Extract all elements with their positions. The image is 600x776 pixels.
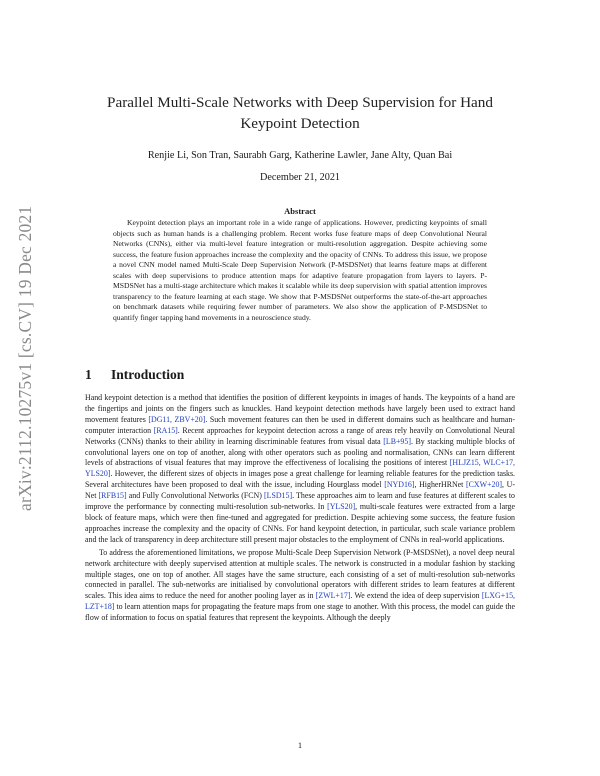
citation-link[interactable]: [RFB15]: [98, 491, 127, 501]
citation-link[interactable]: [NYD16]: [384, 480, 415, 490]
citation-link[interactable]: [LXG+15, LZT+18]: [85, 591, 516, 612]
citation-link[interactable]: [HLJZ15, WLC+17, YLS20]: [85, 458, 515, 479]
body-paragraph: [85, 393, 515, 546]
citation-link[interactable]: [LSD15]: [264, 491, 293, 501]
paragraph-text: . We extend the idea of deep supervision: [350, 591, 482, 601]
paragraph-text: , HigherHRNet: [414, 480, 467, 490]
paragraph-text: , U-Net: [85, 480, 515, 501]
paragraph-text: , multi-scale features were extracted from a large block of feature maps, which were then fine-tuned and aggregated for prediction. Despite achieving some success, the feature fusion approaches increase the complexity and the opacity of CNNs. For hand keypoint detection, in particular, such scale variance problem and the lack of transparency in deep architecture still present major obstacles to the employment of CNNs in real-world applications.: [85, 502, 515, 544]
paragraph-text: to learn attention maps for propagating the feature maps from one stage to another. With this process, the model can guide the flow of information to focus on spatial features that represent the keypoints. Although the deeply: [85, 602, 515, 623]
citation-link[interactable]: [RA15]: [153, 425, 178, 435]
paragraph-text: . By stacking multiple blocks of convolutional layers one on top of another, along with other operators such as pooling and normalisation, CNNs can learn different levels of abstractions of visual features that may improve the effectiveness of localising the positions of interest: [85, 436, 515, 468]
paragraph-text: . However, the different sizes of objects in images pose a great challenge for learning reliable features for the prediction tasks. Several architectures have been proposed to deal with the issue, including Hourglass model: [85, 469, 515, 490]
paragraph-text: Hand keypoint detection is a method that identifies the position of different keypoints in images of hands. The keypoints of a hand are the fingertips and joints on the fingers such as knuckles. Hand keypoint detection methods have largely been used to extract hand movement features: [85, 393, 515, 424]
page-number: 1: [297, 740, 303, 750]
paragraph-text: To address the aforementioned limitations, we propose Multi-Scale Deep Supervision Network (P-MSDSNet), a novel deep neural network architecture with deeply supervised attention at multiple scales. The network is constructed in a modular fashion by stacking multiple stages, one on top of another. All stages have the same structure, each consisting of a set of multi-resolution sub-networks connected in parallel. The sub-networks are initialised by convolutional operators with different strides to learn features at different scales. This idea aims to reduce the need for another pooling layer as in: [85, 547, 515, 601]
section-heading: [85, 367, 515, 383]
paragraph-text: and Fully Convolutional Networks (FCN): [126, 491, 265, 501]
citation-link[interactable]: [LB+95]: [383, 436, 411, 446]
body-paragraph: [85, 548, 515, 624]
citation-link[interactable]: [ZWL+17]: [315, 591, 351, 601]
paragraph-text: . These approaches aim to learn and fuse features at different scales to improve the performance by connecting multi-resolution sub-networks. In: [85, 491, 515, 512]
abstract-heading: Abstract: [284, 206, 316, 216]
author-list: Renjie Li, Son Tran, Saurabh Garg, Katherine Lawler, Jane Alty, Quan Bai: [147, 150, 453, 161]
arxiv-identifier: arXiv:2112.10275v1 [cs.CV] 19 Dec 2021: [15, 205, 35, 511]
section-number: 1: [85, 367, 92, 382]
citation-link[interactable]: [YLS20]: [327, 502, 356, 512]
paragraph-text: . Such movement features can then be used in different domains such as healthcare and human-computer interaction: [85, 414, 515, 435]
section-title: Introduction: [111, 367, 185, 382]
paragraph-text: . Recent approaches for keypoint detection across a range of areas rely heavily on Convolutional Neural Networks (CNNs) thanks to their ability in learning discriminable features from visual data: [85, 425, 516, 446]
paper-title: Parallel Multi-Scale Networks with Deep Supervision for Hand Keypoint Detection: [107, 94, 493, 132]
publication-date: December 21, 2021: [259, 172, 341, 183]
abstract-text: Keypoint detection plays an important role in a wide range of applications. However, predicting keypoints of small objects such as human hands is a challenging problem. Recent works fuse feature maps of deep Convolutional Neural Networks (CNNs), either via multi-level feature integration or multi-resolution aggregation. Despite achieving some success, the feature fusion approaches increase the complexity and the opacity of CNNs. To address this issue, we propose a novel CNN model named Multi-Scale Deep Supervision Network (P-MSDSNet) that learns feature maps at different scales with deep supervisions to produce attention maps for adaptive feature propagation from layers to layers. P-MSDSNet has a multi-stage architecture which makes it scalable while its deep supervision with spatial attention improves transparency to the feature learning at each stage. We show that P-MSDSNet outperforms the state-of-the-art approaches on benchmark datasets while requiring fewer number of parameters. We also show the application of P-MSDSNet to quantify finger tapping hand movements in a neuroscience study.: [113, 218, 487, 322]
citation-link[interactable]: [CXW+20]: [466, 480, 503, 490]
body-text: [85, 393, 515, 626]
citation-link[interactable]: [DG11, ZBV+20]: [148, 414, 206, 424]
